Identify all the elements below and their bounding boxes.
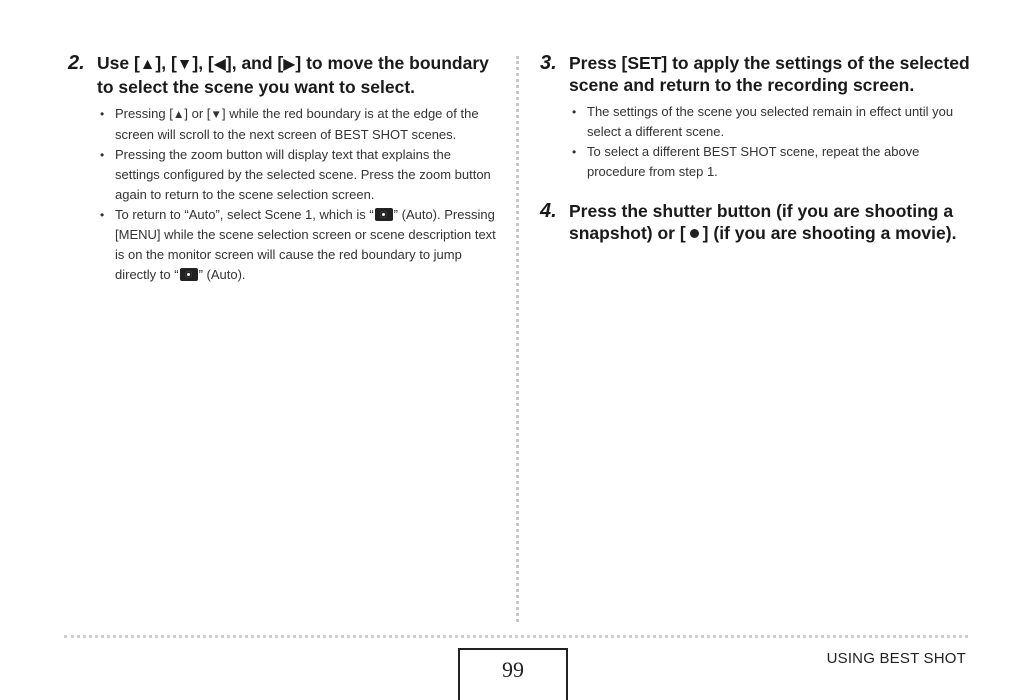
down-arrow-icon: ▼	[176, 56, 193, 73]
step-number: 2.	[68, 52, 85, 74]
page-number: 99	[502, 657, 524, 682]
step-4	[540, 200, 980, 244]
step-3	[540, 52, 980, 182]
list-item: • To select a different BEST SHOT scene, repeat the above procedure from step 1.	[569, 142, 980, 182]
page-number-box	[458, 648, 568, 700]
left-column	[68, 52, 498, 299]
up-arrow-icon: ▲	[172, 108, 185, 121]
step-number: 4.	[540, 200, 557, 222]
camera-icon	[375, 208, 393, 221]
right-column	[540, 52, 980, 258]
bullet-list	[97, 104, 498, 285]
step-title: Use [▲], [▼], [◀], and [▶] to move the boundary to select the scene you want to select.	[97, 53, 489, 97]
step-number: 3.	[540, 52, 557, 74]
list-item: • Pressing [▲] or [▼] while the red boundary is at the edge of the screen will scroll to the next screen of BEST SHOT scenes.	[97, 104, 498, 145]
bullet-list	[569, 102, 980, 182]
step-2	[68, 52, 498, 285]
up-arrow-icon: ▲	[139, 56, 156, 73]
left-arrow-icon: ◀	[213, 56, 226, 73]
camera-icon	[180, 268, 198, 281]
section-title: USING BEST SHOT	[826, 650, 966, 667]
record-dot-icon	[690, 229, 699, 238]
right-arrow-icon: ▶	[283, 56, 296, 73]
list-item: • To return to “Auto”, select Scene 1, which is “ ” (Auto). Pressing [MENU] while the scene selection screen or scene description text is on the monitor screen will cause the red boundary to jump directly to “ ” (Auto).	[97, 205, 498, 285]
step-title: Press the shutter button (if you are shooting a snapshot) or [ ] (if you are shooting a movie).	[569, 201, 957, 243]
step-title: Press [SET] to apply the settings of the selected scene and return to the recording screen.	[569, 53, 970, 95]
list-item: • The settings of the scene you selected remain in effect until you select a different scene.	[569, 102, 980, 142]
footer-divider	[64, 635, 968, 638]
down-arrow-icon: ▼	[210, 108, 222, 121]
column-divider	[516, 56, 519, 622]
list-item: • Pressing the zoom button will display text that explains the settings configured by the selected scene. Press the zoom button again to return to the scene selection screen.	[97, 145, 498, 205]
